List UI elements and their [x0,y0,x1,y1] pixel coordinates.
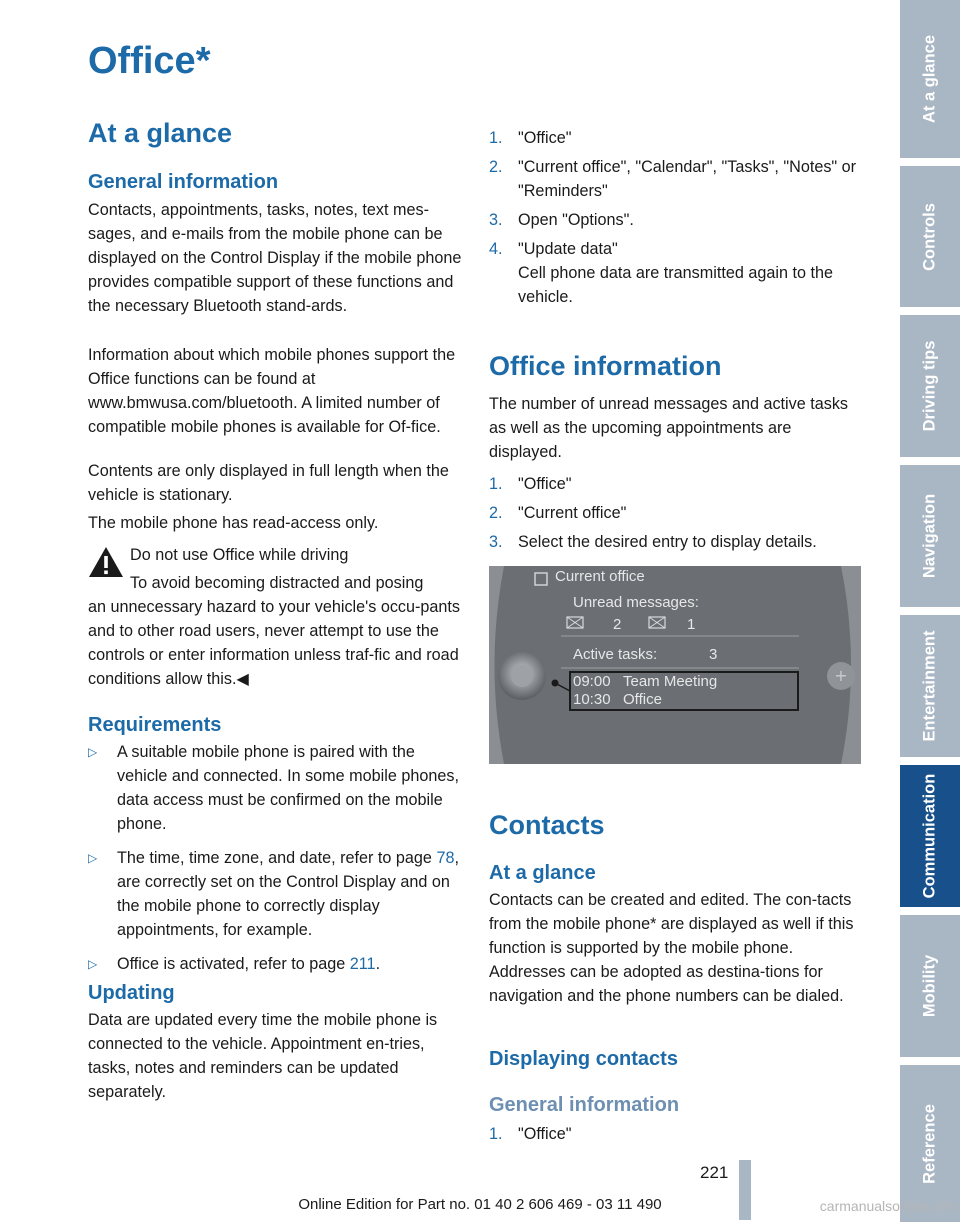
list-item: 4. "Update data" Cell phone data are transmitted again to the vehicle. [489,240,833,306]
list-item: 1. "Office" [489,129,572,147]
warning-triangle-icon [88,546,124,578]
appointment-2-time: 10:30 [573,691,611,708]
tab-mobility[interactable]: Mobility [900,915,960,1057]
heading-contacts-at-a-glance: At a glance [489,862,596,884]
tab-communication[interactable]: Communication [900,765,960,907]
unread-label: Unread messages: [573,594,699,611]
steps-list-update [489,126,861,314]
page-number: 221 [700,1163,729,1182]
unread-count-b: 1 [687,616,696,633]
screen-title: Current office [555,568,645,585]
paragraph-office-information: The number of unread messages and active tasks as well as the upcoming appointments are displayed. [489,395,849,461]
list-item: ▷ A suitable mobile phone is paired with the vehicle and connected. In some mobile phones, data access must be confirmed on the mobile phone. [88,740,462,836]
paragraph-contacts: Contacts can be created and edited. The con-tacts from the mobile phone* are displayed as well if this function is supported by the mobile phone. Addresses can be adopted as destina-tions for navigation and the phone numbers can be dialed. [489,891,854,1005]
list-item: 3. Select the desired entry to display details. [489,533,817,551]
chapter-tabs [900,0,960,1222]
tab-controls[interactable]: Controls [900,166,960,307]
warning-title: Do not use Office while driving [130,546,349,564]
appointment-2-text: Office [623,691,662,708]
tab-driving-tips[interactable]: Driving tips [900,315,960,457]
warning-text: an unnecessary hazard to your vehicle's occu-pants and to other road users, never attempt to use the controls or enter information unless traf-fic and road conditions allow this.◀ [88,598,461,688]
warning-text-first-line: To avoid becoming distracted and posing [130,574,424,592]
paragraph-read-access: The mobile phone has read-access only. [88,514,379,532]
list-item: 3. Open "Options". [489,211,634,229]
bullet-triangle-icon: ▷ [88,957,98,971]
page-link-78[interactable]: 78 [436,849,455,867]
heading-general-information: General information [88,171,279,193]
steps-list-office [489,472,861,559]
heading-at-a-glance: At a glance [88,118,233,148]
active-tasks-label: Active tasks: [573,646,658,663]
requirements-list [88,740,462,986]
bullet-triangle-icon: ▷ [88,745,98,759]
bullet-triangle-icon: ▷ [88,851,98,865]
page-title: Office* [88,40,211,82]
unread-count-a: 2 [613,616,622,633]
heading-updating: Updating [88,982,175,1004]
tab-navigation[interactable]: Navigation [900,465,960,607]
paragraph-updating: Data are updated every time the mobile phone is connected to the vehicle. Appointment en-tries, tasks, notes and reminders can be updated separately. [88,1011,438,1101]
heading-displaying-contacts: Displaying contacts [489,1048,678,1070]
heading-contacts: Contacts [489,810,605,840]
page-link-211[interactable]: 211 [349,955,376,973]
heading-office-information: Office information [489,351,722,381]
tab-entertainment[interactable]: Entertainment [900,615,960,757]
heading-general-information-contacts: General information [489,1094,680,1116]
paragraph-full-length: Contents are only displayed in full length when the vehicle is stationary. [88,462,449,504]
svg-text:+: + [834,666,848,685]
step-note: Cell phone data are transmitted again to the vehicle. [518,264,833,306]
appointment-1-text: Team Meeting [623,673,718,690]
footer-edition: Online Edition for Part no. 01 40 2 606 469 - 03 11 490 [298,1196,662,1213]
list-item: 1. "Office" [489,475,572,493]
tab-at-a-glance[interactable]: At a glance [900,0,960,158]
list-item: ▷ Office is activated, refer to page 211. [88,952,462,976]
list-item: ▷ The time, time zone, and date, refer to page 78, are correctly set on the Control Display and on the mobile phone to correctly display appointments, for example. [88,846,462,942]
watermark: carmanualsonline.info [819,1198,956,1214]
paragraph-supported-phones: Information about which mobile phones support the Office functions can be found at www.bmwusa.com/bluetooth. A limited number of compatible mobile phones is available for Of-fice. [88,346,456,436]
list-item: 2. "Current office", "Calendar", "Tasks", "Notes" or "Reminders" [489,158,857,200]
tab-reference[interactable]: Reference [900,1065,960,1222]
list-item: 2. "Current office" [489,504,627,522]
control-display-screenshot [489,566,861,764]
heading-requirements: Requirements [88,714,222,736]
list-item: 1. "Office" [489,1125,572,1143]
steps-list-contacts [489,1122,861,1151]
office-icon [535,573,547,585]
paragraph-contacts-info: Contacts, appointments, tasks, notes, text mes-sages, and e-mails from the mobile phone can be displayed on the Control Display if the mobile phone provides compatible support of these functions and the necessary Bluetooth stand-ards. [88,201,462,315]
active-tasks-count: 3 [709,646,718,663]
appointment-1-time: 09:00 [573,673,611,690]
